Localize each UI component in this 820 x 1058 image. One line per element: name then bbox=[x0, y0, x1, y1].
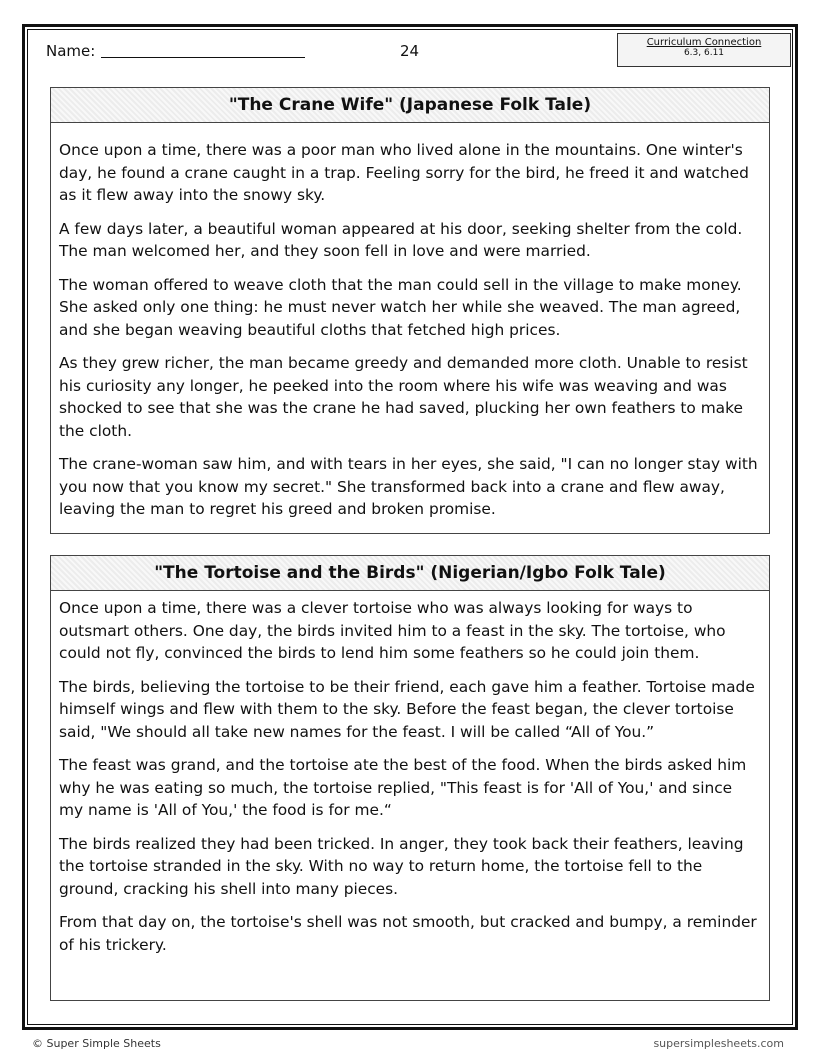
story-paragraph: The birds realized they had been tricked. In anger, they took back their feathers, leaving the tortoise stranded in the sky. With no way to return home, the tortoise fell to the ground, cracking his shell into many pieces. bbox=[59, 834, 744, 898]
story-paragraph: The birds, believing the tortoise to be their friend, each gave him a feather. Tortoise made himself wings and flew with them to the sky. Before the feast began, the clever tortoise said, "We should all take new names for the feast. I will be called “All of You.” bbox=[59, 677, 755, 741]
story-body bbox=[51, 123, 769, 527]
story-crane-wife bbox=[50, 87, 770, 534]
story-paragraph: From that day on, the tortoise's shell was not smooth, but cracked and bumpy, a reminder of his trickery. bbox=[59, 913, 757, 954]
story-paragraph: Once upon a time, there was a clever tortoise who was always looking for ways to outsmart others. One day, the birds invited him to a feast in the sky. The tortoise, who could not fly, convinced the birds to lend him some feathers so he could join them. bbox=[59, 599, 726, 662]
story-body bbox=[51, 591, 769, 962]
name-line bbox=[46, 42, 305, 60]
page-number: 24 bbox=[400, 42, 420, 60]
curriculum-connection-title: Curriculum Connection bbox=[646, 37, 762, 48]
story-title: "The Tortoise and the Birds" (Nigerian/Igbo Folk Tale) bbox=[51, 556, 769, 591]
story-paragraph: As they grew richer, the man became greedy and demanded more cloth. Unable to resist his curiosity any longer, he peeked into the room where his wife was weaving and was shocked to see that she was the crane he had saved, plucking her own feathers to make the cloth. bbox=[59, 354, 748, 440]
name-blank[interactable] bbox=[101, 43, 305, 58]
name-label: Name: bbox=[46, 42, 96, 60]
story-paragraph: The woman offered to weave cloth that the man could sell in the village to make money. She asked only one thing: he must never watch her while she weaved. The man agreed, and she began weaving beautiful cloths that fetched high prices. bbox=[59, 275, 742, 339]
footer-website[interactable]: supersimplesheets.com bbox=[653, 1037, 784, 1050]
curriculum-connection-box bbox=[617, 33, 791, 67]
story-tortoise-and-birds bbox=[50, 555, 770, 1001]
story-title: "The Crane Wife" (Japanese Folk Tale) bbox=[51, 88, 769, 123]
story-paragraph: The feast was grand, and the tortoise ate the best of the food. When the birds asked him why he was eating so much, the tortoise replied, "This feast is for 'All of You,' and since my name is 'All of You,' the food is for me.“ bbox=[59, 756, 747, 819]
story-paragraph: The crane-woman saw him, and with tears in her eyes, she said, "I can no longer stay with you now that you know my secret." She transformed back into a crane and flew away, leaving the man to regret his greed and broken promise. bbox=[59, 455, 758, 518]
curriculum-connection-codes: 6.3, 6.11 bbox=[683, 48, 725, 58]
story-paragraph: Once upon a time, there was a poor man who lived alone in the mountains. One winter's day, he found a crane caught in a trap. Feeling sorry for the bird, he freed it and watched as it flew away into the snowy sky. bbox=[59, 141, 749, 204]
story-paragraph: A few days later, a beautiful woman appeared at his door, seeking shelter from the cold. The man welcomed her, and they soon fell in love and were married. bbox=[59, 219, 743, 260]
footer-copyright: © Super Simple Sheets bbox=[32, 1037, 161, 1050]
